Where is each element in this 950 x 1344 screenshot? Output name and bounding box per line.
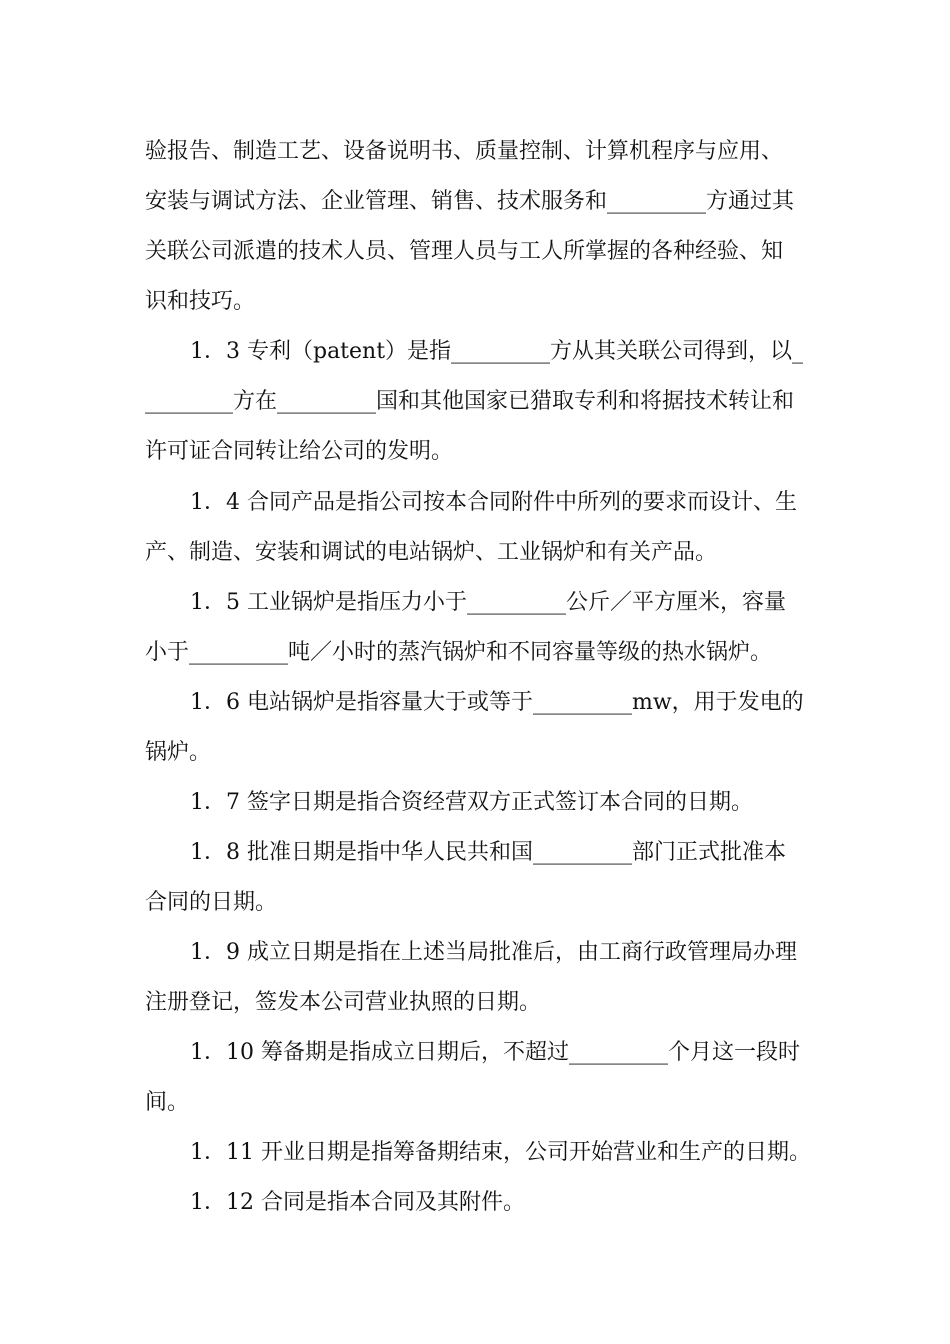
text-line: 合同的日期。 — [145, 890, 278, 915]
text-line: 锅炉。 — [145, 740, 212, 765]
clause-1-5-heading-line: 1．5 工业锅炉是指压力小于_________公斤／平方厘米，容量 — [190, 590, 786, 615]
text-line: ________方在_________国和其他国家已猎取专利和将据技术转让和 — [145, 389, 795, 414]
clause-1-9-heading-line: 1．9 成立日期是指在上述当局批准后，由工商行政管理局办理 — [190, 940, 797, 965]
text-line: 验报告、制造工艺、设备说明书、质量控制、计算机程序与应用、 — [145, 139, 784, 164]
clause-1-12-heading-line: 1．12 合同是指本合同及其附件。 — [190, 1190, 525, 1215]
text-line: 关联公司派遣的技术人员、管理人员与工人所掌握的各种经验、知 — [145, 239, 784, 264]
text-line: 小于_________吨／小时的蒸汽锅炉和不同容量等级的热水锅炉。 — [145, 640, 773, 665]
text-line: 产、制造、安装和调试的电站锅炉、工业锅炉和有关产品。 — [145, 540, 718, 565]
clause-1-10-heading-line: 1．10 筹备期是指成立日期后，不超过_________个月这一段时 — [190, 1040, 800, 1065]
text-line: 间。 — [145, 1090, 190, 1115]
clause-1-8-heading-line: 1．8 批准日期是指中华人民共和国_________部门正式批准本 — [190, 840, 786, 865]
text-line: 注册登记，签发本公司营业执照的日期。 — [145, 990, 542, 1015]
clause-1-4-heading-line: 1．4 合同产品是指公司按本合同附件中所列的要求而设计、生 — [190, 490, 797, 515]
clause-1-7-heading-line: 1．7 签字日期是指合资经营双方正式签订本合同的日期。 — [190, 790, 753, 815]
clause-1-6-heading-line: 1．6 电站锅炉是指容量大于或等于_________mw，用于发电的 — [190, 690, 804, 715]
clause-1-3-heading-line: 1．3 专利（patent）是指_________方从其关联公司得到，以_ — [190, 339, 804, 364]
clause-1-11-heading-line: 1．11 开业日期是指筹备期结束，公司开始营业和生产的日期。 — [190, 1140, 811, 1165]
text-line: 识和技巧。 — [145, 289, 256, 314]
text-line: 许可证合同转让给公司的发明。 — [145, 439, 454, 464]
text-line: 安装与调试方法、企业管理、销售、技术服务和_________方通过其 — [145, 189, 795, 214]
